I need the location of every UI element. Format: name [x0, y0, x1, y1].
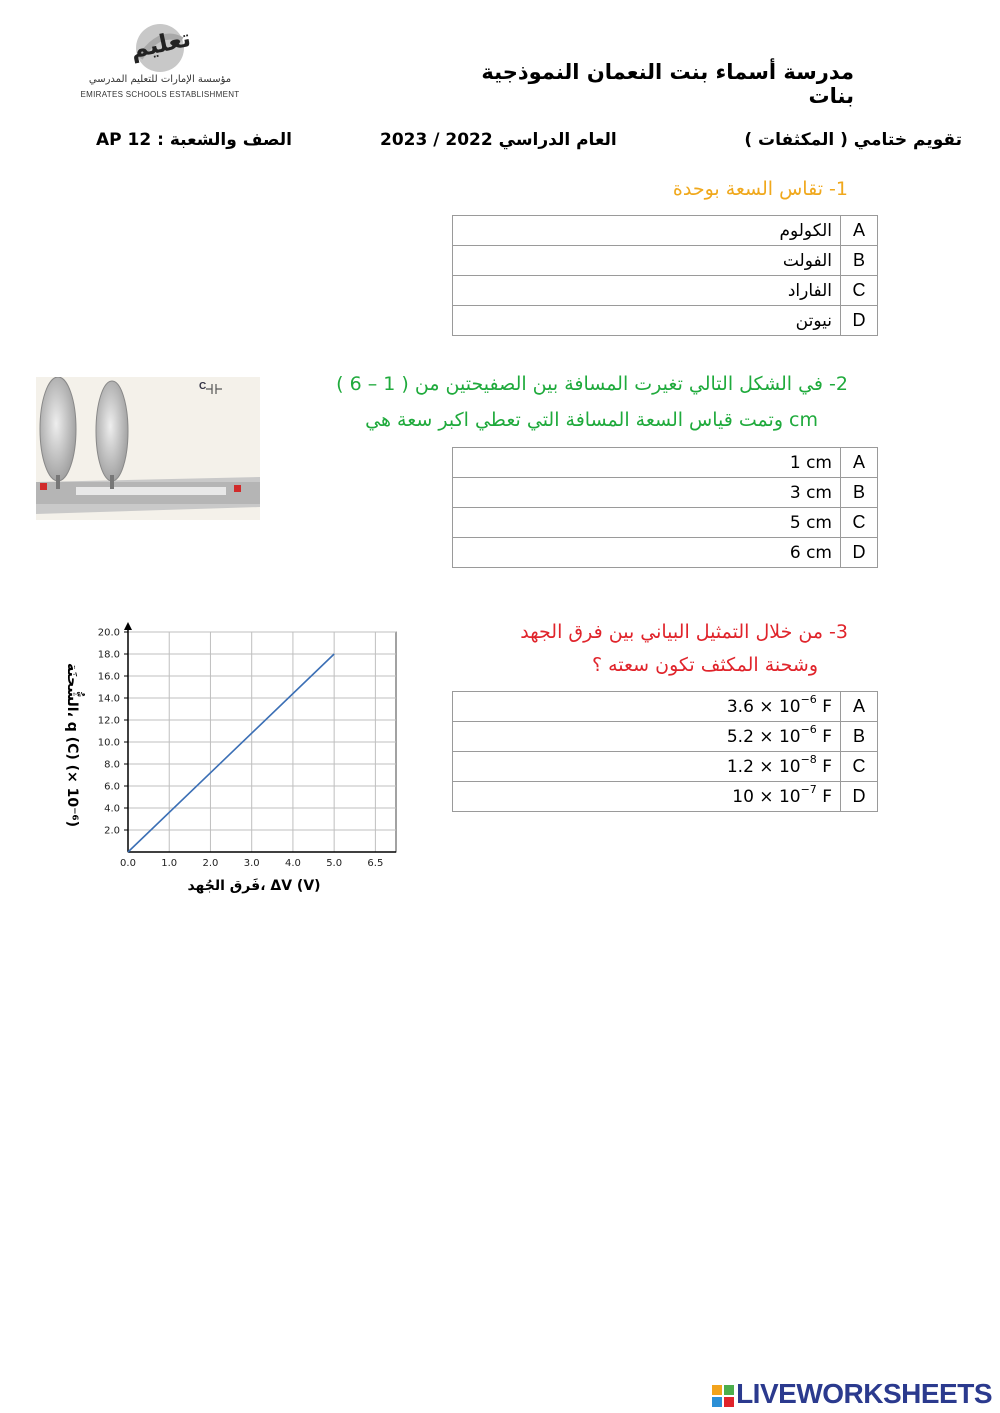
question-2-options [452, 447, 878, 568]
liveworksheets-brand [712, 1378, 992, 1410]
capacitor-apparatus-image [36, 377, 260, 520]
option-letter: C [841, 752, 878, 782]
y-axis-arrow-icon [124, 622, 132, 630]
question-3-line-1: 3- من خلال التمثيل البياني بين فرق الجهد [520, 621, 848, 643]
charge-voltage-chart [50, 620, 420, 905]
academic-year: العام الدراسي 2022 / 2023 [380, 130, 617, 150]
x-tick-label: 1.0 [161, 858, 178, 869]
option-value [453, 692, 841, 722]
chart-svg [50, 620, 420, 905]
y-tick-label: 4.0 [104, 803, 120, 815]
logo-org-ar: مؤسسة الإمارات للتعليم المدرسي [88, 74, 232, 85]
x-tick-label: 6.5 [367, 858, 384, 869]
option-row[interactable] [453, 276, 878, 306]
brand-text: LIVEWORKSHEETS [736, 1378, 992, 1409]
option-mantissa: 5.2 × 10 [726, 726, 801, 747]
y-tick-label: 14.0 [97, 693, 120, 705]
option-exponent: −8 [800, 752, 817, 766]
option-letter: A [841, 216, 878, 246]
option-row[interactable] [453, 508, 878, 538]
option-mantissa: 1.2 × 10 [726, 756, 801, 777]
y-tick-label: 16.0 [97, 671, 120, 683]
option-exponent: −6 [800, 692, 817, 706]
option-unit: F [822, 726, 832, 747]
y-tick-label: 12.0 [97, 715, 120, 727]
option-row[interactable] [453, 692, 878, 722]
logo-org-en: EMIRATES SCHOOLS ESTABLISHMENT [80, 90, 240, 99]
option-row[interactable] [453, 246, 878, 276]
x-tick-label: 3.0 [243, 858, 260, 869]
option-letter: A [841, 448, 878, 478]
question-1-text: 1- تقاس السعة بوحدة [672, 178, 848, 200]
option-value: الفولت [453, 246, 841, 276]
exam-title: تقويم ختامي ( المكثفات ) [744, 130, 962, 150]
option-letter: B [841, 478, 878, 508]
option-unit: F [822, 756, 832, 777]
question-3-line-2: وشحنة المكثف تكون سعته ؟ [591, 654, 818, 676]
option-mantissa: 3.6 × 10 [726, 696, 801, 717]
option-unit: F [822, 786, 832, 807]
question-1-options [452, 215, 878, 336]
x-axis-label: فَرق الجُهد، ΔV (V) [187, 878, 321, 894]
school-name: مدرسة أسماء بنت النعمان النموذجية بنات [481, 60, 854, 108]
x-tick-label: 5.0 [326, 858, 343, 869]
option-value [453, 752, 841, 782]
option-row[interactable] [453, 216, 878, 246]
question-2-line-1: 2- في الشكل التالي تغيرت المسافة بين الصفيحتين من ( 1 – 6 ) [336, 373, 848, 395]
y-tick-label: 18.0 [97, 649, 120, 661]
option-row[interactable] [453, 306, 878, 336]
option-value: 1 cm [453, 448, 841, 478]
y-tick-label: 8.0 [104, 759, 120, 771]
option-value: الكولوم [453, 216, 841, 246]
option-letter: A [841, 692, 878, 722]
option-letter: D [841, 782, 878, 812]
option-value [453, 722, 841, 752]
x-tick-label: 0.0 [120, 858, 136, 869]
option-row[interactable] [453, 478, 878, 508]
x-tick-label: 4.0 [284, 858, 301, 869]
option-value [453, 782, 841, 812]
y-tick-label: 20.0 [97, 627, 120, 639]
option-exponent: −6 [800, 722, 817, 736]
logo [70, 18, 250, 108]
capacitor-symbol-label: C [199, 381, 207, 392]
option-unit: F [822, 696, 832, 717]
logo-text-ar: تعليم [127, 23, 194, 65]
option-mantissa: 10 × 10 [732, 786, 801, 807]
question-3-options [452, 691, 878, 812]
option-value: 3 cm [453, 478, 841, 508]
option-row[interactable] [453, 448, 878, 478]
question-2-line-2: cm وتمت قياس السعة المسافة التي تعطي اكبر سعة هي [365, 409, 818, 431]
option-letter: B [841, 722, 878, 752]
option-letter: C [841, 508, 878, 538]
option-value: 6 cm [453, 538, 841, 568]
option-value: الفاراد [453, 276, 841, 306]
option-letter: B [841, 246, 878, 276]
option-letter: C [841, 276, 878, 306]
x-tick-label: 2.0 [202, 858, 219, 869]
y-tick-label: 2.0 [104, 825, 120, 837]
option-row[interactable] [453, 538, 878, 568]
y-tick-label: 6.0 [104, 781, 120, 793]
liveworksheets-logo-icon [712, 1385, 734, 1407]
y-tick-label: 10.0 [97, 737, 120, 749]
option-letter: D [841, 538, 878, 568]
option-value: 5 cm [453, 508, 841, 538]
option-exponent: −7 [800, 782, 817, 796]
class-label: الصف والشعبة : 12 AP [96, 130, 292, 150]
y-axis-label: الشُّحنَة، q (C) (× 10⁻⁶) [64, 662, 80, 828]
option-letter: D [841, 306, 878, 336]
option-value: نيوتن [453, 306, 841, 336]
option-row[interactable] [453, 722, 878, 752]
option-row[interactable] [453, 752, 878, 782]
option-row[interactable] [453, 782, 878, 812]
